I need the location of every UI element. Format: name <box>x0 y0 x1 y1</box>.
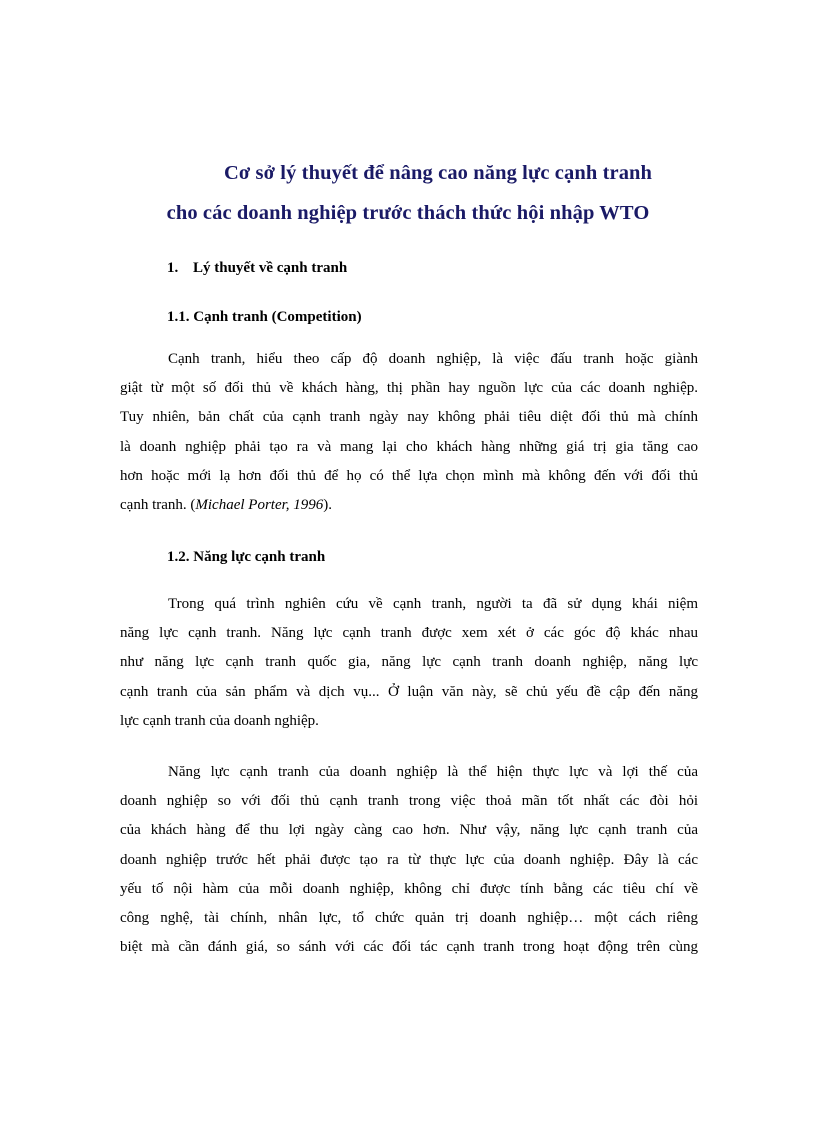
paragraph-line: yếu tố nội hàm của mỗi doanh nghiệp, không chỉ được tính bằng các tiêu chí về <box>120 880 698 897</box>
paragraph-line: doanh nghiệp trước hết phải được tạo ra từ thực lực của doanh nghiệp. Đây là các <box>120 851 698 868</box>
paragraph-capacity-intro <box>120 590 698 736</box>
paragraph-line: năng lực cạnh tranh. Năng lực cạnh tranh được xem xét ở các góc độ khác nhau <box>120 625 698 642</box>
document-title-line-2: cho các doanh nghiệp trước thách thức hội nhập WTO <box>166 202 650 224</box>
paragraph-line-citation <box>120 491 698 520</box>
paragraph-capacity-definition <box>120 758 698 962</box>
paragraph-line: như năng lực cạnh tranh quốc gia, năng lực cạnh tranh doanh nghiệp, năng lực <box>120 654 698 671</box>
paragraph-line: biệt mà cần đánh giá, so sánh với các đối tác cạnh tranh trong hoạt động trên cùng <box>120 939 698 956</box>
paragraph-line: Tuy nhiên, bản chất của cạnh tranh ngày nay không phải tiêu diệt đối thủ mà chính <box>120 409 698 426</box>
section-1-heading-text: Lý thuyết về cạnh tranh <box>193 260 348 276</box>
section-1-number: 1. <box>167 260 179 276</box>
paragraph-line: của khách hàng để thu lợi ngày càng cao hơn. Như vậy, năng lực cạnh tranh của <box>120 822 698 839</box>
paragraph-line: doanh nghiệp so với đối thủ cạnh tranh trong việc thoả mãn tốt nhất các đòi hỏi <box>120 793 698 810</box>
paragraph-line: giật từ một số đối thủ về khách hàng, thị phần hay nguồn lực của các doanh nghiệp. <box>120 380 698 397</box>
citation-prefix: cạnh tranh. ( <box>120 496 196 513</box>
paragraph-line: Năng lực cạnh tranh của doanh nghiệp là thể hiện thực lực và lợi thế của <box>168 764 698 780</box>
paragraph-line: cạnh tranh của sản phẩm và dịch vụ... Ở luận văn này, sẽ chủ yếu đề cập đến năng <box>120 683 698 700</box>
paragraph-line: là doanh nghiệp phải tạo ra và mang lại cho khách hàng những giá trị gia tăng cao <box>120 438 698 455</box>
section-1-1-heading: 1.1. Cạnh tranh (Competition) <box>167 309 362 325</box>
section-1-2-heading: 1.2. Năng lực cạnh tranh <box>167 549 326 565</box>
section-1-heading <box>167 260 347 277</box>
paragraph-line: lực cạnh tranh của doanh nghiệp. <box>120 712 319 729</box>
paragraph-competition <box>120 345 698 520</box>
paragraph-line: hơn hoặc mới lạ hơn đối thủ để họ có thể lựa chọn mình mà không đến với đối thủ <box>120 467 698 484</box>
citation-suffix: ). <box>323 496 333 513</box>
paragraph-line: Trong quá trình nghiên cứu về cạnh tranh, người ta đã sử dụng khái niệm <box>168 596 698 612</box>
paragraph-line: Cạnh tranh, hiểu theo cấp độ doanh nghiệp, là việc đấu tranh hoặc giành <box>168 351 698 367</box>
document-title-line-1: Cơ sở lý thuyết để nâng cao năng lực cạnh tranh <box>223 162 653 184</box>
citation: Michael Porter, 1996 <box>195 496 324 513</box>
paragraph-line: công nghệ, tài chính, nhân lực, tổ chức quản trị doanh nghiệp… một cách riêng <box>120 909 698 926</box>
